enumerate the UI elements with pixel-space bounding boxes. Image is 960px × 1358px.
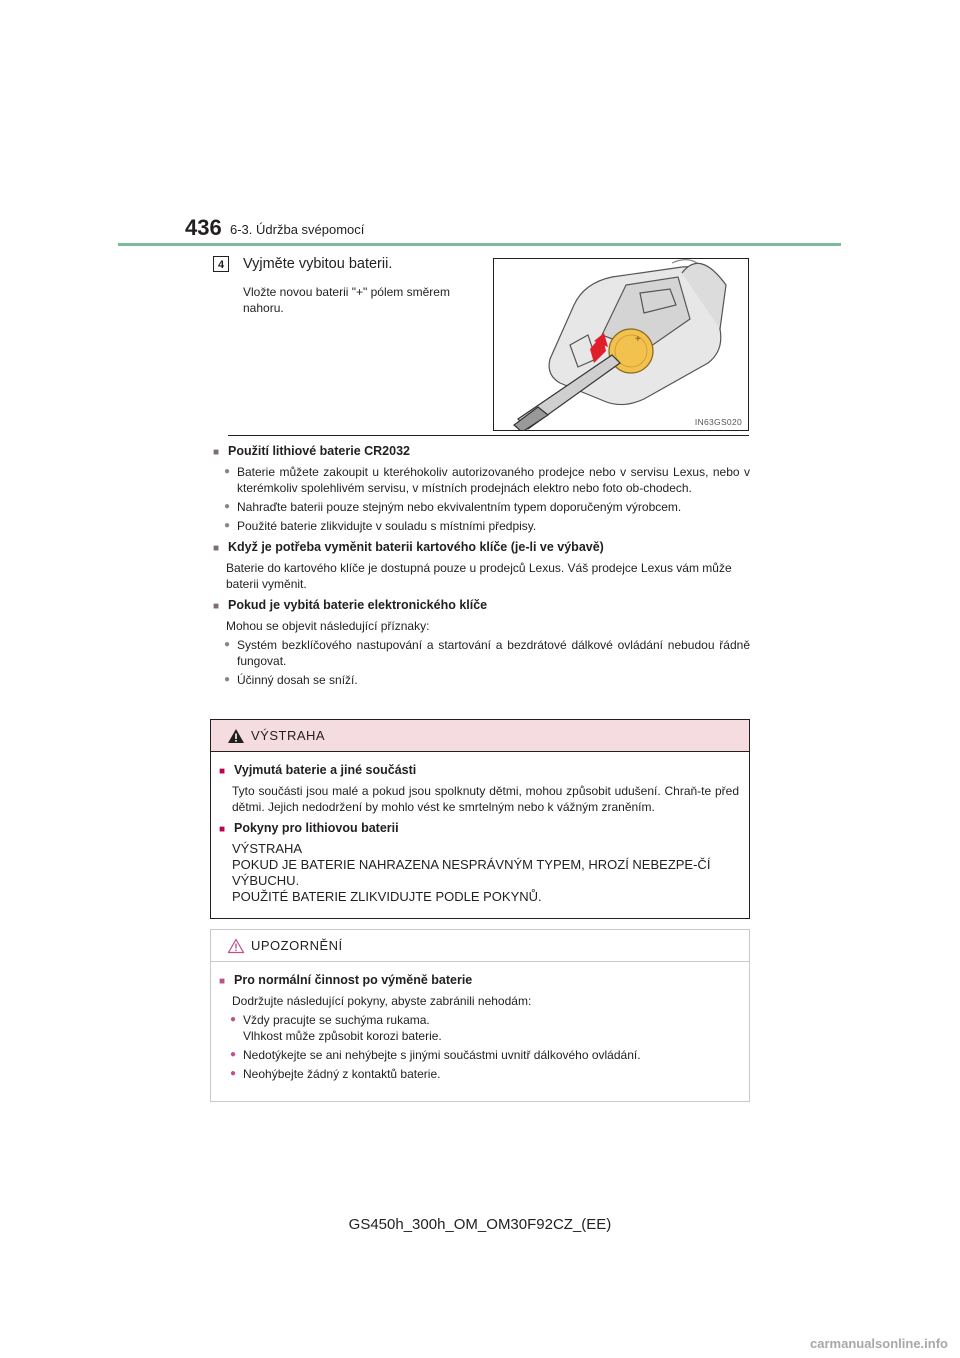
paragraph: Mohou se objevit následující příznaky: [226, 619, 430, 633]
warning-triangle-icon [227, 728, 245, 744]
list-item: ● Systém bezklíčového nastupování a startování a bezdrátové dálkové ovládání nebudou řádně fungovat. [224, 638, 750, 668]
svg-text:+: + [635, 334, 641, 345]
list-item: ● Účinný dosah se sníží. [224, 673, 358, 687]
section-heading: ■ Pokud je vybitá baterie elektronického klíče [213, 597, 750, 615]
list-item: ● Baterie můžete zakoupit u kteréhokoliv autorizovaného prodejce nebo v servisu Lexus, nebo v kterémkoliv spolehlivém servisu, v místních prodejnách elektro nebo foto ob-chodech. [224, 465, 750, 495]
section-cr2032 [213, 443, 750, 534]
figure-label: IN63GS020 [694, 417, 742, 427]
caution-triangle-icon [227, 938, 245, 954]
circle-bullet-icon: ● [224, 639, 231, 650]
notes-content [213, 443, 750, 688]
circle-bullet-icon: ● [230, 1014, 237, 1025]
warning-box [210, 719, 750, 919]
caution-header [211, 930, 749, 962]
square-bullet-icon: ■ [213, 601, 220, 612]
list-item: ● Nahraďte baterii pouze stejným nebo ekvivalentním typem doporučeným výrobcem. [224, 500, 682, 514]
watermark: carmanualsonline.info [810, 1336, 948, 1351]
circle-bullet-icon: ● [224, 466, 231, 477]
square-bullet-icon: ■ [219, 766, 226, 777]
paragraph: Dodržujte následující pokyny, abyste zabránili nehodám: [232, 994, 532, 1008]
list-item: ● Neohýbejte žádný z kontaktů baterie. [230, 1067, 441, 1081]
circle-bullet-icon: ● [224, 674, 231, 685]
page-number: 436 [185, 215, 222, 240]
section-card-key [213, 539, 750, 592]
circle-bullet-icon: ● [230, 1049, 237, 1060]
header-divider [118, 243, 841, 246]
step-note: Vložte novou baterii "+" pólem směrem nahoru. [243, 285, 450, 315]
warning-label: VÝSTRAHA [251, 728, 326, 743]
figure-divider [228, 435, 749, 436]
key-fob-drawing [494, 259, 749, 431]
list-item: ● Použité baterie zlikvidujte v souladu s místními předpisy. [224, 519, 537, 533]
warning-header [211, 720, 749, 752]
section-title: 6-3. Údržba svépomocí [230, 222, 365, 237]
battery-removal-illustration [493, 258, 749, 431]
square-bullet-icon: ■ [213, 543, 220, 554]
section-heading: ■ Použití lithiové baterie CR2032 [213, 443, 750, 461]
caution-heading: ■ Pro normální činnost po výměně baterie [219, 972, 739, 990]
warning-caps-text: VÝSTRAHA POKUD JE BATERIE NAHRAZENA NESPRÁVNÝM TYPEM, HROZÍ NEBEZPE-ČÍ VÝBUCHU. POUŽITÉ BATERIE ZLIKVIDUJTE PODLE POKYNŮ. [232, 841, 711, 904]
square-bullet-icon: ■ [219, 824, 226, 835]
paragraph: Baterie do kartového klíče je dostupná pouze u prodejců Lexus. Váš prodejce Lexus vám může baterii vyměnit. [226, 561, 732, 591]
list-item: ● Vždy pracujte se suchýma rukama. Vlhkost může způsobit korozi baterie. [230, 1013, 442, 1043]
caution-label: UPOZORNĚNÍ [251, 938, 343, 953]
section-electronic-key [213, 597, 750, 688]
circle-bullet-icon: ● [224, 501, 231, 512]
caution-body [211, 962, 739, 1082]
square-bullet-icon: ■ [219, 976, 226, 987]
square-bullet-icon: ■ [213, 447, 220, 458]
warning-heading: ■ Vyjmutá baterie a jiné součásti [219, 762, 739, 780]
manual-code-footer: GS450h_300h_OM_OM30F92CZ_(EE) [348, 1216, 612, 1233]
step-number-badge: 4 [213, 256, 229, 272]
circle-bullet-icon: ● [224, 520, 231, 531]
paragraph: Tyto součásti jsou malé a pokud jsou spolknuty dětmi, mohou způsobit udušení. Chraň-te před dětmi. Jejich nedodržení by mohlo vést ke smrtelným nebo k vážným zraněním. [232, 784, 739, 814]
caution-box [210, 929, 750, 1102]
step-instruction: Vyjměte vybitou baterii. [243, 256, 393, 272]
section-heading: ■ Když je potřeba vyměnit baterii kartového klíče (je-li ve výbavě) [213, 539, 750, 557]
list-item: ● Nedotýkejte se ani nehýbejte s jinými součástmi uvnitř dálkového ovládání. [230, 1048, 641, 1062]
warning-body [211, 752, 739, 905]
circle-bullet-icon: ● [230, 1068, 237, 1079]
warning-heading: ■ Pokyny pro lithiovou baterii [219, 820, 739, 838]
